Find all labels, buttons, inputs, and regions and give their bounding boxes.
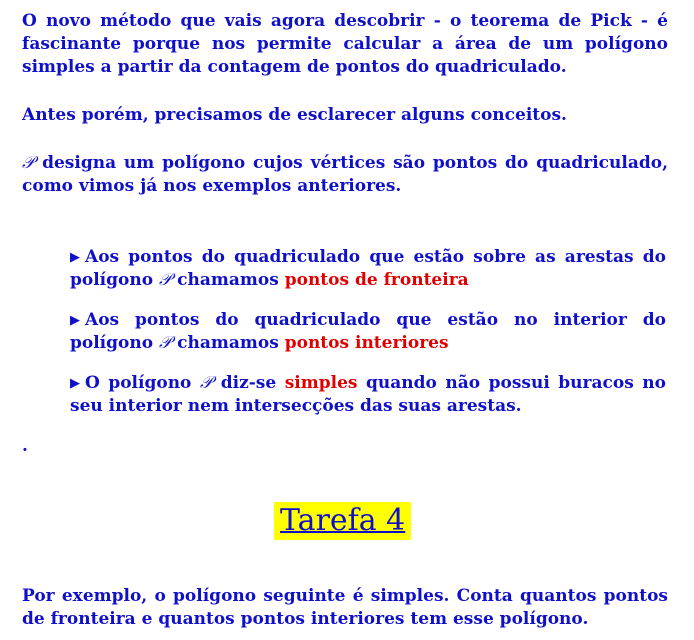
intro-paragraph: O novo método que vais agora descobrir - o teorema de Pick - é fascinante porque nos permite calcular a área de um polígono simples a partir da contagem de pontos do quadriculado.	[22, 11, 668, 77]
definition-text: chamamos	[171, 333, 285, 353]
definition-text: diz-se	[212, 373, 285, 393]
definition-text: quando não possui buracos no seu interior nem intersecções das suas arestas.	[70, 373, 666, 416]
definition-interior-points	[70, 309, 666, 355]
closing-paragraph: Por exemplo, o polígono seguinte é simples. Conta quantos pontos de fronteira e quantos pontos interiores tem esse polígono.	[22, 586, 668, 629]
concepts-paragraph: Antes porém, precisamos de esclarecer alguns conceitos.	[22, 105, 567, 125]
definition-text: Aos pontos do quadriculado que estão sobre as arestas do polígono	[70, 247, 666, 290]
polygon-definition-text: designa um polígono cujos vértices são pontos do quadriculado, como vimos já nos exemplos anteriores.	[22, 153, 668, 196]
triangle-bullet-icon: ▶	[70, 250, 80, 265]
definition-text: O polígono	[85, 373, 200, 393]
polygon-symbol: 𝒫	[158, 270, 172, 290]
definitions-list	[70, 246, 666, 435]
polygon-symbol: 𝒫	[22, 153, 35, 173]
triangle-bullet-icon: ▶	[70, 313, 80, 328]
term-highlight: simples	[284, 373, 358, 393]
term-highlight: pontos de fronteira	[284, 270, 469, 290]
term-highlight: pontos interiores	[284, 333, 449, 353]
task-heading: Tarefa 4	[274, 502, 411, 540]
definition-text: chamamos	[171, 270, 285, 290]
polygon-symbol: 𝒫	[158, 333, 172, 353]
definition-boundary-points	[70, 246, 666, 292]
polygon-definition-paragraph	[22, 152, 668, 198]
polygon-symbol: 𝒫	[199, 373, 213, 393]
definition-text: Aos pontos do quadriculado que estão no interior do polígono	[70, 310, 666, 353]
definition-simple-polygon	[70, 372, 666, 418]
separator-dot: .	[22, 436, 28, 456]
triangle-bullet-icon: ▶	[70, 376, 80, 391]
